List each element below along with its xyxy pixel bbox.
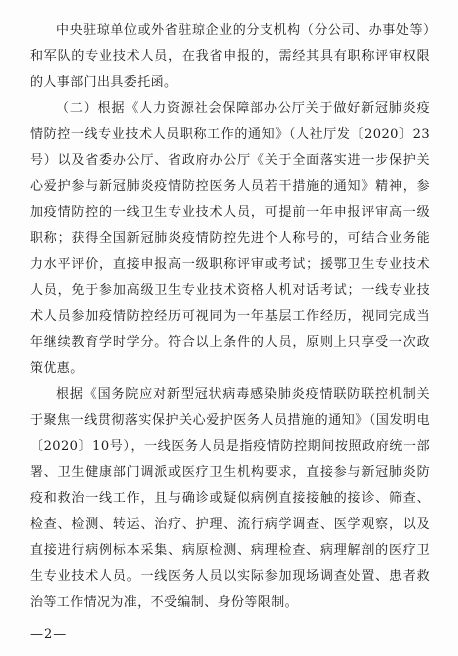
page-number: —2— <box>30 627 68 642</box>
document-body <box>30 18 430 616</box>
paragraph-frontline-definition: 根据《国务院应对新型冠状病毒感染肺炎疫情联防联控机制关于聚焦一线贯彻落实保护关心爱护医务人员措施的通知》（国发明电〔2020〕10号），一线医务人员是指疫情防控期间按照政府统一部署、卫生健康部门调派或医疗卫生机构要求，直接参与新冠肺炎防疫和救治一线工作，且与确诊或疑似病例直接接触的接诊、筛查、检查、检测、转运、治疗、护理、流行病学调查、医学观察，以及直接进行病例标本采集、病原检测、病理检查、病理解剖的医疗卫生专业技术人员。一线医务人员以实际参加现场调查处置、患者救治等工作情况为准，不受编制、身份等限制。 <box>30 387 430 610</box>
paragraph-affiliated-units: 中央驻琼单位或外省驻琼企业的分支机构（分公司、办事处等）和军队的专业技术人员，在我省申报的，需经其具有职称评审权限的人事部门出具委托函。 <box>30 23 430 90</box>
paragraph-section-two: （二）根据《人力资源社会保障部办公厅关于做好新冠肺炎疫情防控一线专业技术人员职称工作的通知》（人社厅发〔2020〕23号）以及省委办公厅、省政府办公厅《关于全面落实进一步保护关心爱护参与新冠肺炎疫情防控医务人员若干措施的通知》精神，参加疫情防控的一线卫生专业技术人员，可提前一年申报评审高一级职称；获得全国新冠肺炎疫情防控先进个人称号的，可结合业务能力水平评价，直接申报高一级职称评审或考试；援鄂卫生专业技术人员，免于参加高级卫生专业技术资格人机对话考试；一线专业技术人员参加疫情防控经历可视同为一年基层工作经历，视同完成当年继续教育学时学分。符合以上条件的人员，原则上只享受一次政策优惠。 <box>30 101 430 376</box>
